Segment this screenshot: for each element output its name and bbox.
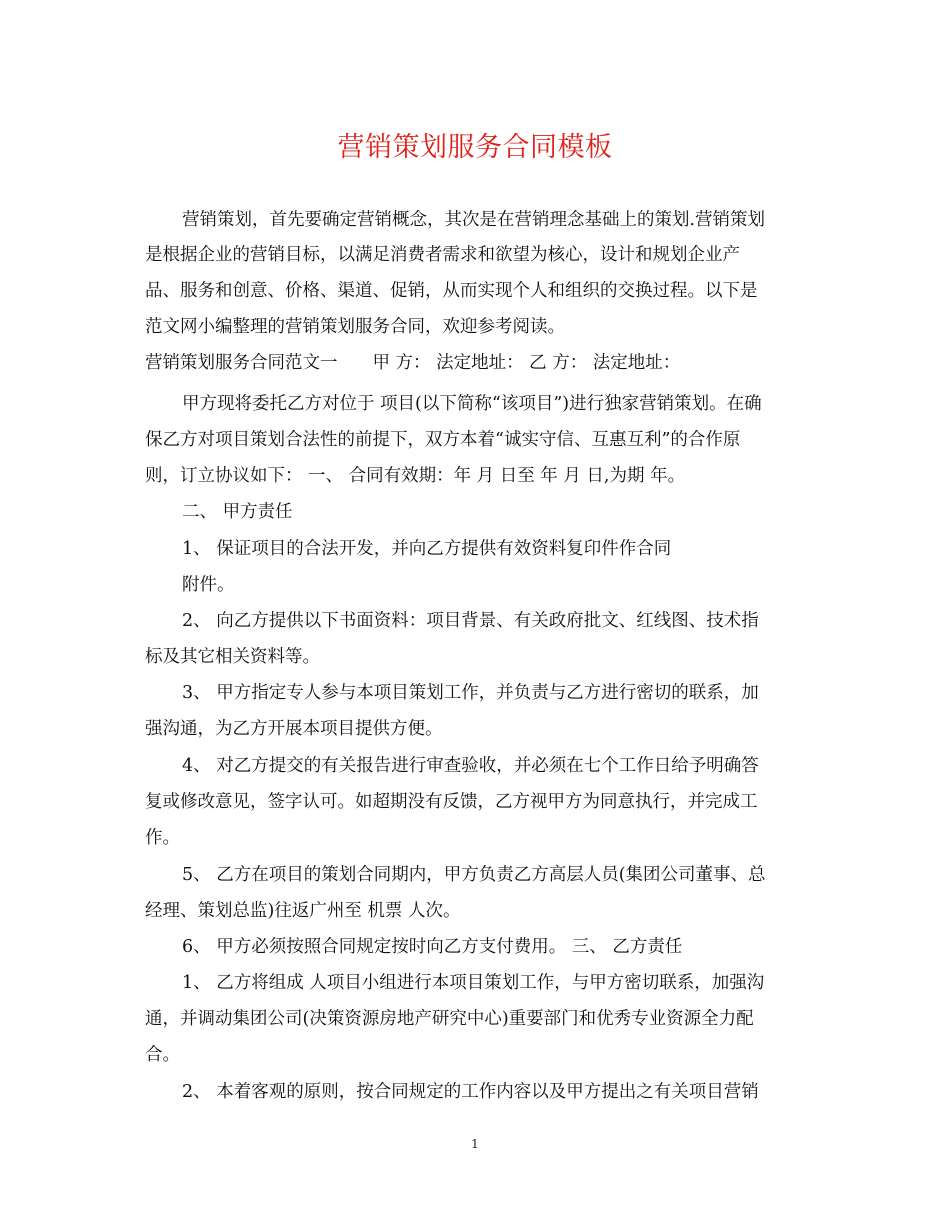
- body-line: 保乙方对项目策划合法性的前提下，双方本着“诚实守信、互惠互利”的合作原: [145, 430, 741, 450]
- body-line: 3、 甲方指定专人参与本项目策划工作，并负责与乙方进行密切的联系，加: [182, 683, 759, 703]
- body-line: 附件。: [182, 575, 235, 595]
- body-line: 2、 本着客观的原则，按合同规定的工作内容以及甲方提出之有关项目营销: [182, 1082, 759, 1102]
- body-line: 4、 对乙方提交的有关报告进行审查验收，并必须在七个工作日给予明确答: [182, 756, 759, 776]
- page-number: 1: [471, 1137, 479, 1151]
- body-line: 作。: [145, 828, 180, 848]
- body-line: 5、 乙方在项目的策划合同期内，甲方负责乙方高层人员(集团公司董事、总: [182, 865, 766, 885]
- body-line: 6、 甲方必须按照合同规定按时向乙方支付费用。 三、 乙方责任: [182, 937, 683, 957]
- body-line: 1、 乙方将组成 人项目小组进行本项目策划工作，与甲方密切联系，加强沟: [182, 973, 765, 993]
- body-line: 2、 向乙方提供以下书面资料：项目背景、有关政府批文、红线图、技术指: [182, 611, 759, 631]
- body-line: 营销策划服务合同范文一 甲 方： 法定地址： 乙 方： 法定地址：: [145, 353, 681, 373]
- body-line: 强沟通，为乙方开展本项目提供方便。: [145, 719, 443, 739]
- body-line: 是根据企业的营销目标，以满足消费者需求和欲望为核心，设计和规划企业产: [145, 245, 740, 265]
- document-title: 营销策划服务合同模板: [337, 132, 613, 163]
- body-line: 1、 保证项目的合法开发，并向乙方提供有效资料复印件作合同: [182, 539, 672, 559]
- section-heading: 二、 甲方责任: [182, 502, 293, 522]
- body-line: 范文网小编整理的营销策划服务合同，欢迎参考阅读。: [145, 317, 565, 337]
- body-line: 品、服务和创意、价格、渠道、促销，从而实现个人和组织的交换过程。以下是: [145, 281, 758, 301]
- body-line: 合。: [145, 1045, 180, 1065]
- body-line: 则，订立协议如下： 一、 合同有效期：年 月 日至 年 月 日,为期 年。: [145, 466, 686, 486]
- body-line: 甲方现将委托乙方对位于 项目(以下简称“该项目”)进行独家营销策划。在确: [182, 394, 762, 414]
- body-line: 通，并调动集团公司(决策资源房地产研究中心)重要部门和优秀专业资源全力配: [145, 1009, 754, 1029]
- body-line: 营销策划，首先要确定营销概念，其次是在营销理念基础上的策划.营销策划: [182, 210, 766, 230]
- body-line: 复或修改意见，签字认可。如超期没有反馈，乙方视甲方为同意执行，并完成工: [145, 792, 758, 812]
- body-line: 标及其它相关资料等。: [145, 647, 320, 667]
- body-line: 经理、策划总监)往返广州至 机票 人次。: [145, 901, 461, 921]
